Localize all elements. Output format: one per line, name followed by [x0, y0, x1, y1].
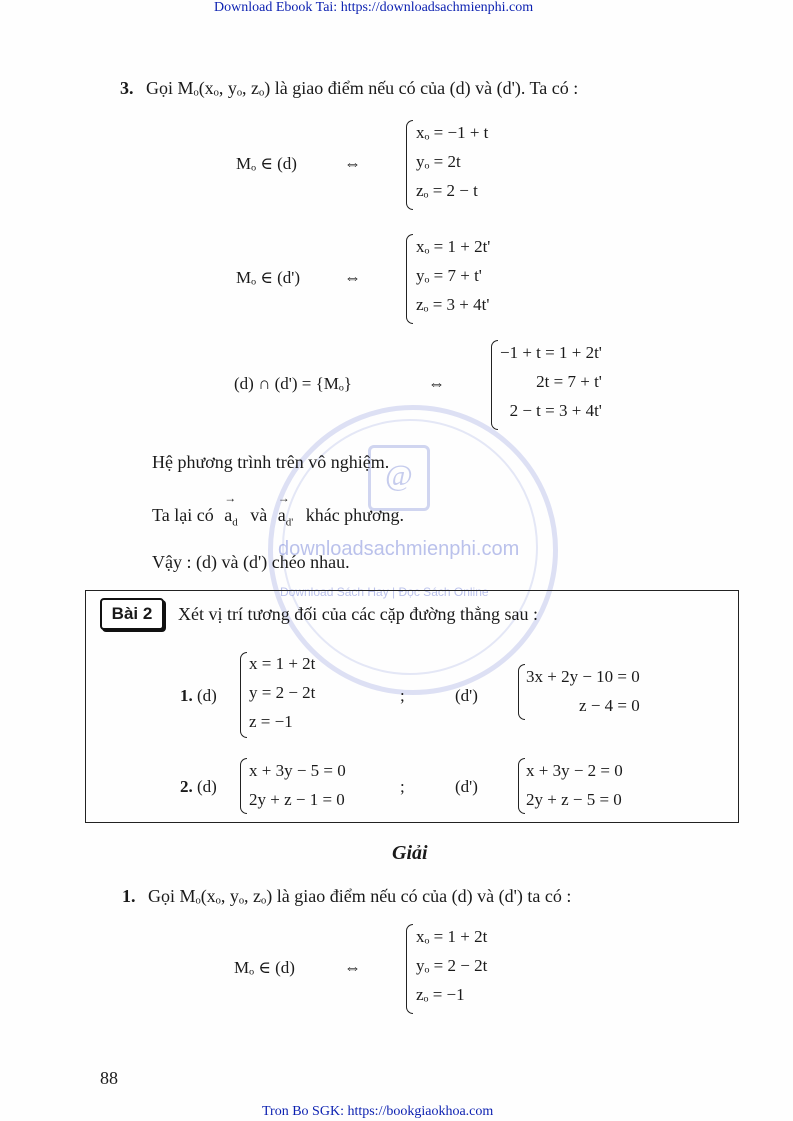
system-int-row: 2t = 7 + t': [536, 372, 602, 391]
q1-d-row: x = 1 + 2t: [249, 654, 316, 673]
vectors-line-and: và: [250, 505, 268, 525]
intersection-label: (d) ∩ (d') = {Mₒ}: [234, 374, 352, 393]
m-in-d-label: Mₒ ∈ (d): [236, 154, 297, 173]
q2-label: 2. (d): [180, 777, 217, 796]
q1-dp-row: z − 4 = 0: [579, 696, 640, 715]
q1-d-row: y = 2 − 2t: [249, 683, 316, 702]
system-dp-row: yₒ = 7 + t': [416, 266, 482, 285]
part3-intro-line: [120, 78, 578, 99]
solution-brace: [406, 924, 413, 1014]
solution-number: 1.: [122, 886, 136, 906]
part3-intro: Gọi Mₒ(xₒ, yₒ, zₒ) là giao điểm nếu có của (d) và (d'). Ta có :: [146, 78, 579, 98]
footer-download-link[interactable]: Tron Bo SGK: https://bookgiaokhoa.com: [262, 1104, 494, 1119]
system-brace-3: [491, 340, 498, 430]
vectors-line-pre: Ta lại có: [152, 505, 214, 525]
q2-dp-row: x + 3y − 2 = 0: [526, 761, 623, 780]
q1-d-row: z = −1: [249, 712, 293, 731]
system-d-row: zₒ = 2 − t: [416, 181, 478, 200]
q1-d-prime-label: (d'): [455, 686, 478, 705]
q2-dp-brace: [518, 758, 525, 814]
system-int-row: −1 + t = 1 + 2t': [500, 343, 602, 362]
system-brace-2: [406, 234, 413, 324]
system-dp-row: xₒ = 1 + 2t': [416, 237, 491, 256]
solution-row: xₒ = 1 + 2t: [416, 927, 488, 946]
vectors-line-post: khác phương.: [305, 505, 404, 525]
q2-d-row: x + 3y − 5 = 0: [249, 761, 346, 780]
q2-d-row: 2y + z − 1 = 0: [249, 790, 345, 809]
system-d: [416, 118, 488, 205]
q1-d-system: [249, 649, 315, 736]
exercise-prompt: Xét vị trí tương đối của các cặp đường thẳng sau :: [178, 604, 538, 624]
system-brace-1: [406, 120, 413, 210]
conclusion-text: Vậy : (d) và (d') chéo nhau.: [152, 552, 350, 572]
q2-dp-system: [526, 756, 623, 814]
header-download-link[interactable]: Download Ebook Tai: https://downloadsachmienphi.com: [214, 0, 534, 15]
watermark-book-icon: @: [368, 445, 430, 511]
solution-heading: Giải: [392, 842, 428, 864]
page-number: 88: [100, 1068, 118, 1088]
solution-row: yₒ = 2 − 2t: [416, 956, 488, 975]
solution-system: [416, 922, 487, 1009]
iff-symbol-1: ⇔: [344, 154, 361, 173]
solution-row: zₒ = −1: [416, 985, 465, 1004]
exercise-badge: Bài 2: [100, 598, 164, 630]
q1-separator: ;: [400, 686, 405, 705]
m-in-d-prime-label: Mₒ ∈ (d'): [236, 268, 300, 287]
system-d-prime: [416, 232, 490, 319]
system-intersection: [500, 338, 602, 425]
q1-dp-row: 3x + 2y − 10 = 0: [526, 667, 640, 686]
q2-separator: ;: [400, 777, 405, 796]
solution-intro-line: [122, 886, 571, 907]
no-solution-text: Hệ phương trình trên vô nghiệm.: [152, 452, 390, 472]
q1-d-brace: [240, 652, 247, 738]
solution-intro: Gọi Mₒ(xₒ, yₒ, zₒ) là giao điểm nếu có của (d) và (d') ta có :: [148, 886, 572, 906]
solution-m-in-d-label: Mₒ ∈ (d): [234, 958, 295, 977]
q2-d-system: [249, 756, 346, 814]
q2-dp-row: 2y + z − 5 = 0: [526, 790, 622, 809]
solution-iff-symbol: ⇔: [344, 958, 361, 977]
vectors-line: [152, 505, 404, 529]
q1-dp-system: [526, 662, 640, 720]
q1-label: 1. (d): [180, 686, 217, 705]
q2-d-prime-label: (d'): [455, 777, 478, 796]
iff-symbol-2: ⇔: [344, 268, 361, 287]
watermark-site: downloadsachmienphi.com: [278, 538, 520, 560]
system-int-row: 2 − t = 3 + 4t': [509, 401, 602, 420]
part3-number: 3.: [120, 78, 134, 98]
watermark-tagline: Download Sách Hay | Đọc Sách Online: [280, 585, 489, 599]
system-d-row: xₒ = −1 + t: [416, 123, 489, 142]
iff-symbol-3: ⇔: [428, 374, 445, 393]
q1-dp-brace: [518, 664, 525, 720]
vector-a-d: → $a_d$: [224, 505, 238, 529]
system-dp-row: zₒ = 3 + 4t': [416, 295, 490, 314]
vector-a-d-prime: → $a_{d'}$: [278, 505, 293, 529]
q2-d-brace: [240, 758, 247, 814]
system-d-row: yₒ = 2t: [416, 152, 461, 171]
